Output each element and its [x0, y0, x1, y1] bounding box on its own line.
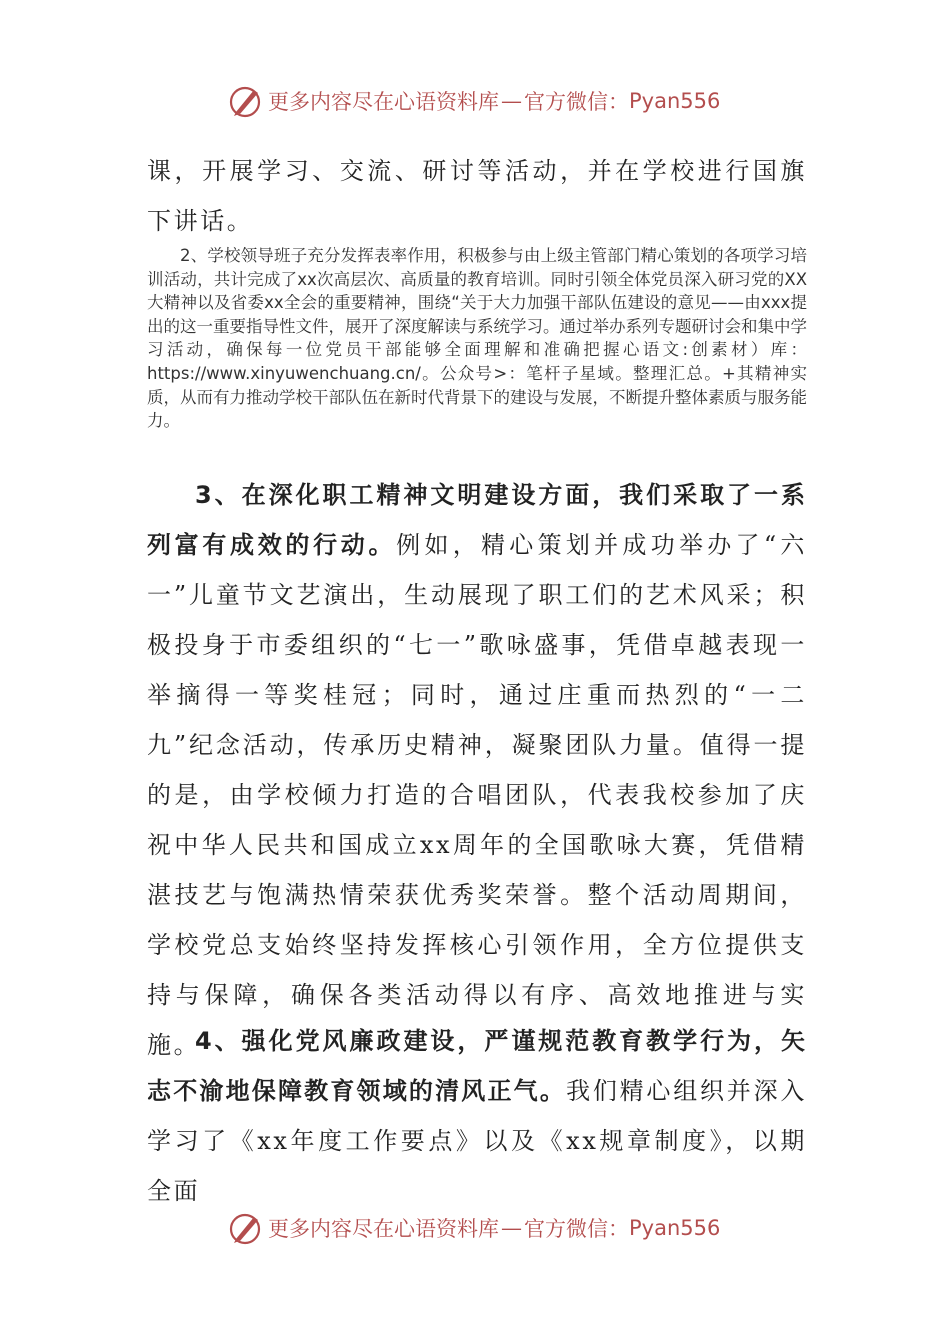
banner-text: 更多内容尽在心语资料库 [268, 1217, 499, 1241]
banner-dash: — [501, 89, 522, 113]
pen-logo-icon [228, 1211, 264, 1245]
paragraph-2: 2、学校领导班子充分发挥表率作用，积极参与由上级主管部门精心策划的各项学习培训活动，共计完成了xx次高层次、高质量的教育培训。同时引领全体党员深入研习党的XX大精神以及省委xx全会的重要精神，围绕“关于大力加强干部队伍建设的意见——由xxx提出的这一重要指导性文件，展开了深度解读与系统学习。通过举办系列专题研讨会和集中学习活动，确保每一位党员干部能够全面理解和准确把握心语文:创素材）库：https://www.xinyuwenchuang.cn/。公众号>：笔杆子星域。整理汇总。+其精神实质，从而有力推动学校干部队伍在新时代背景下的建设与发展，不断提升整体素质与服务能力。 [147, 246, 807, 431]
paragraph-4-body: 我们精心组织并深入学习了《xx年度工作要点》以及《xx规章制度》，以期全面 [147, 1077, 807, 1205]
wechat-id: Pyan556 [629, 89, 721, 113]
pen-logo-icon [228, 84, 264, 118]
wechat-label: 官方微信： [524, 1217, 629, 1241]
banner-text: 更多内容尽在心语资料库 [268, 90, 499, 114]
footer-banner [228, 1211, 720, 1245]
paragraph-3-heading: 3、在深化职工精神文明建设方面，我们采取了一系列富有成效的行动。 [147, 481, 807, 559]
paragraph-4 [147, 1016, 807, 1216]
paragraph-1: 课，开展学习、交流、研讨等活动，并在学校进行国旗下讲话。 [147, 157, 807, 235]
wechat-id: Pyan556 [629, 1216, 721, 1240]
paragraph-3-body: 例如，精心策划并成功举办了“六一”儿童节文艺演出，生动展现了职工们的艺术风采；积极投身于市委组织的“七一”歌咏盛事，凭借卓越表现一举摘得一等奖桂冠；同时，通过庄重而热烈的“一二九”纪念活动，传承历史精神，凝聚团队力量。值得一提的是，由学校倾力打造的合唱团队，代表我校参加了庆祝中华人民共和国成立xx周年的全国歌咏大赛，凭借精湛技艺与饱满热情荣获优秀奖荣誉。整个活动周期间，学校党总支始终坚持发挥核心引领作用，全方位提供支持与保障，确保各类活动得以有序、高效地推进与实施。 [147, 531, 807, 1059]
paragraph-4-heading: 4、强化党风廉政建设，严谨规范教育教学行为，矢志不渝地保障教育领域的清风正气。 [147, 1027, 807, 1105]
banner-dash: — [501, 1216, 522, 1240]
header-banner [228, 84, 720, 118]
paragraph-3 [147, 470, 807, 1070]
wechat-label: 官方微信： [524, 90, 629, 114]
